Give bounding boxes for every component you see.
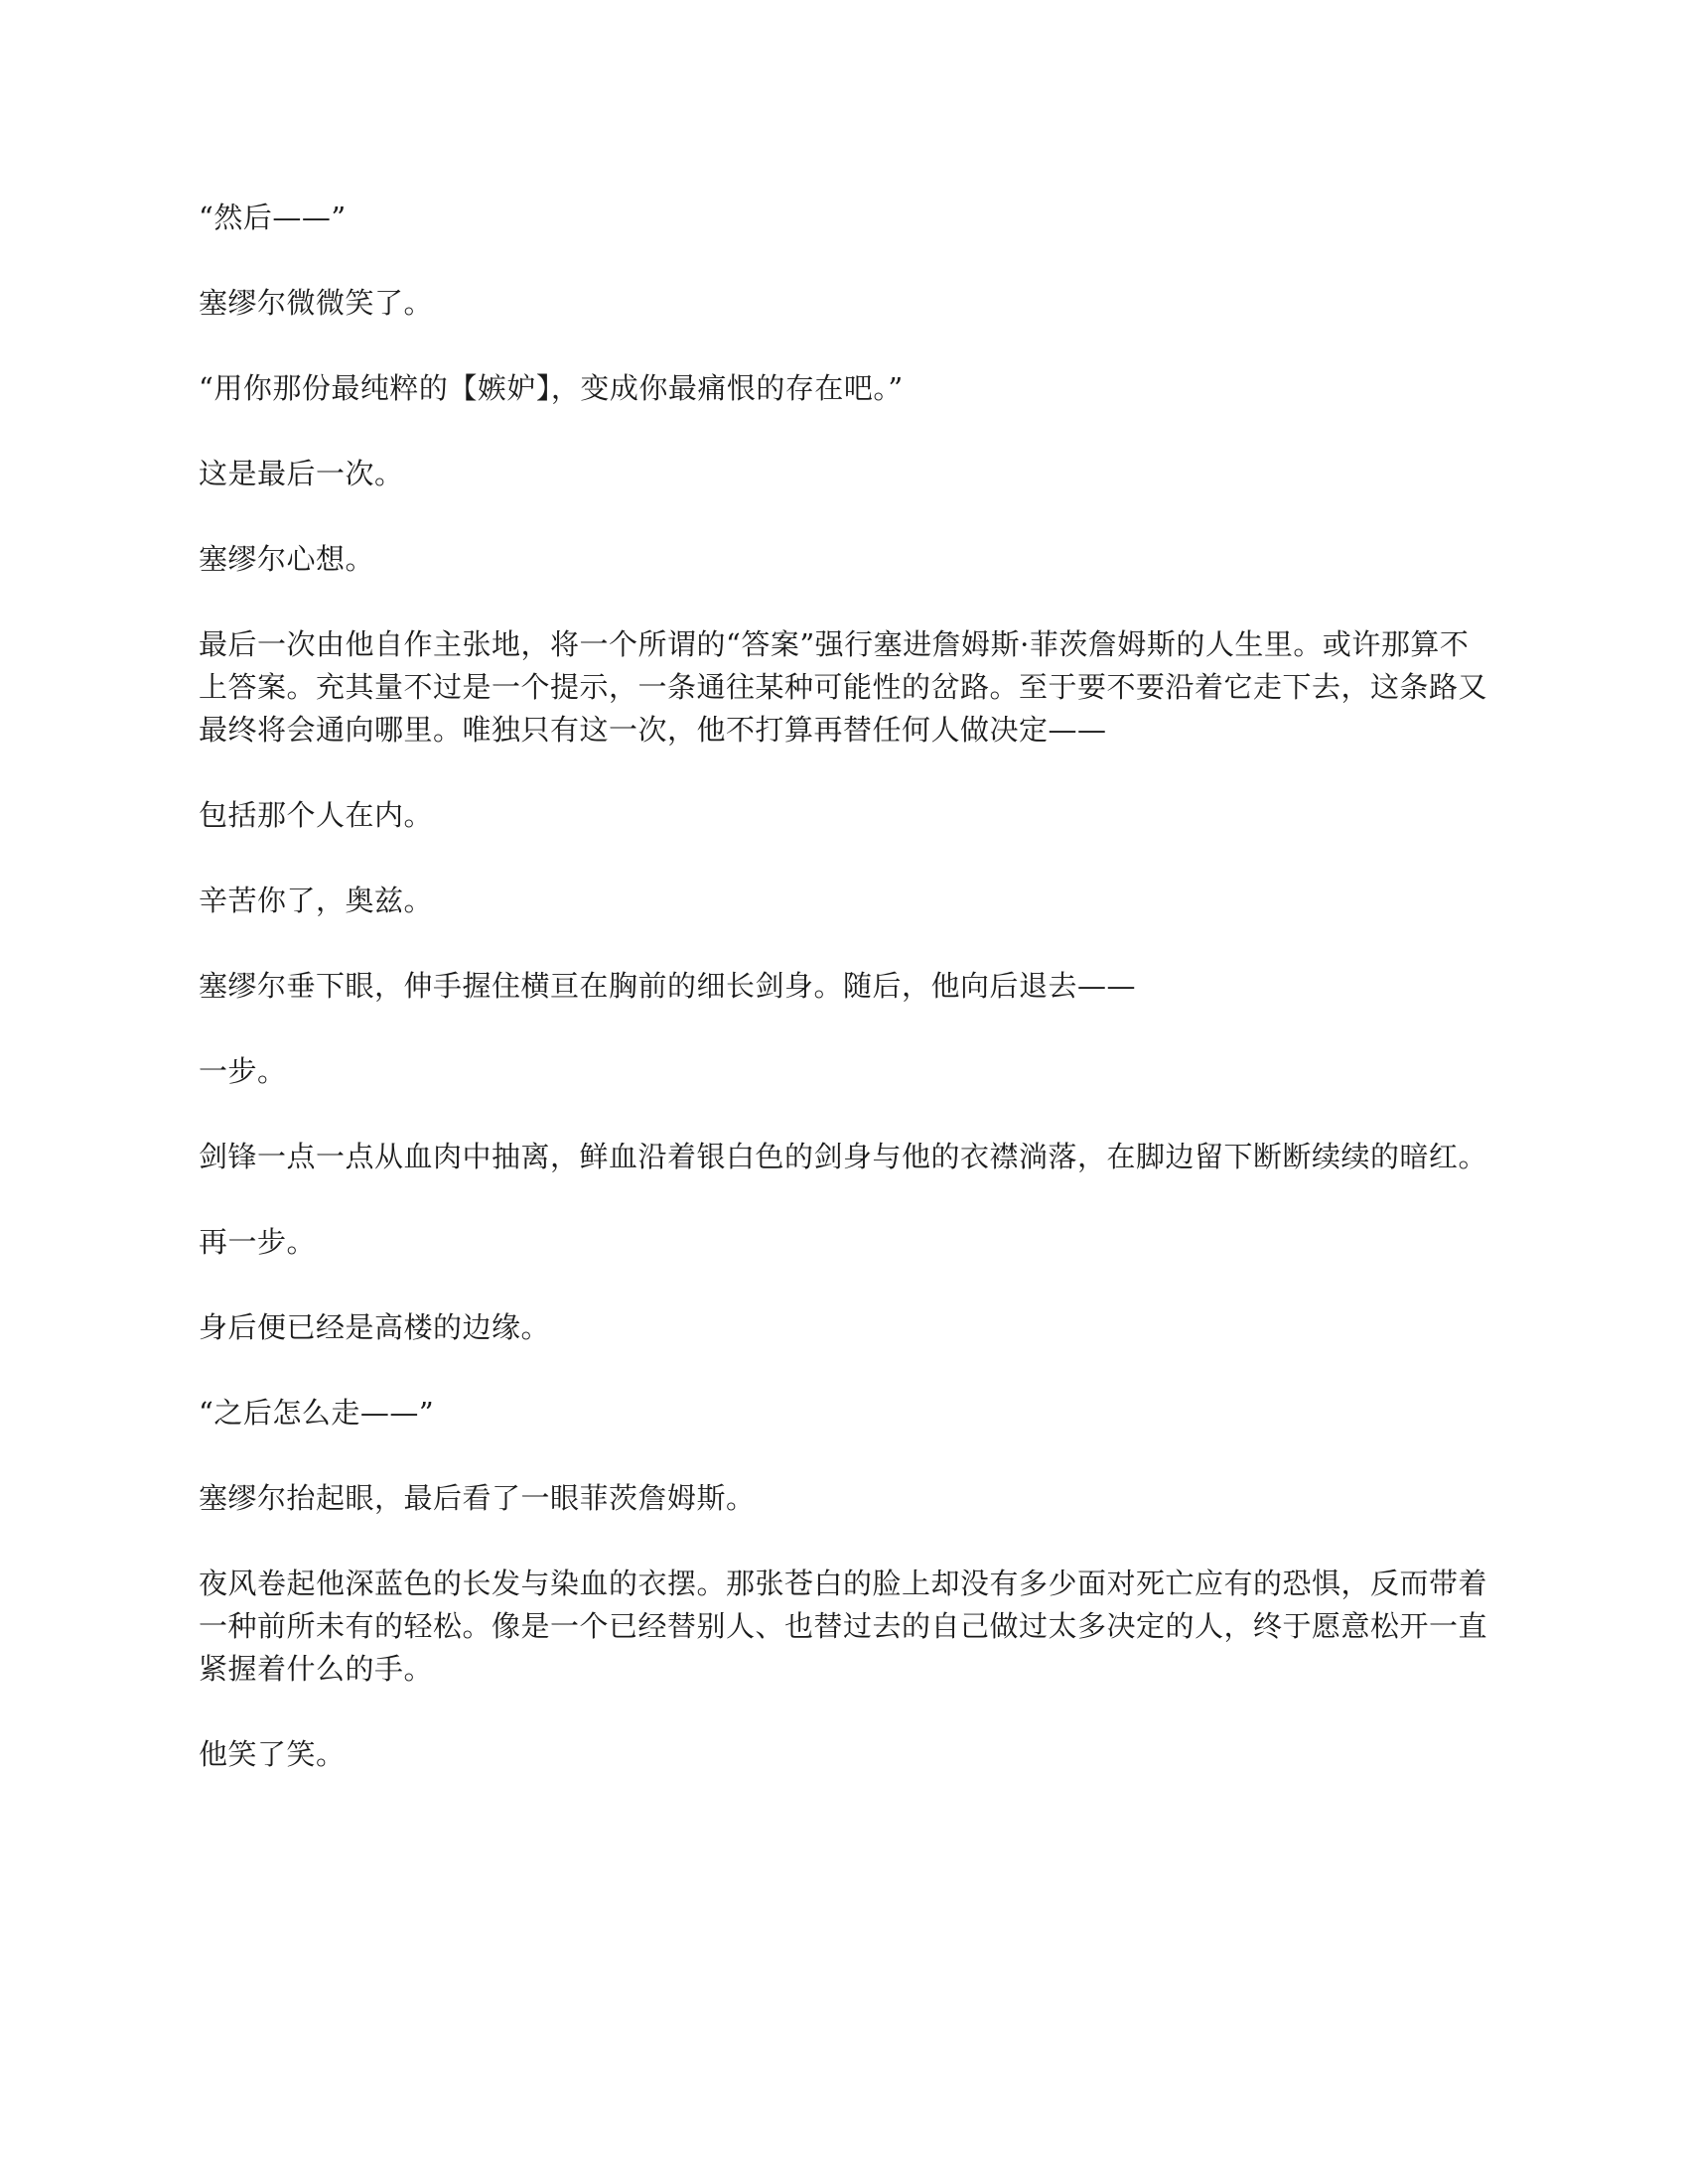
paragraph: 一步。 — [199, 1054, 287, 1088]
paragraph: 塞缪尔抬起眼，最后看了一眼菲茨詹姆斯。 — [199, 1481, 756, 1515]
paragraph: 塞缪尔垂下眼，伸手握住横亘在胸前的细长剑身。随后，他向后退去—— — [199, 969, 1137, 1003]
paragraph: 他笑了笑。 — [199, 1737, 346, 1771]
paragraph: “然后——” — [199, 201, 347, 234]
paragraph: “之后怎么走——” — [199, 1396, 435, 1430]
paragraph: 再一步。 — [199, 1225, 317, 1259]
paragraph: 剑锋一点一点从血肉中抽离，鲜血沿着银白色的剑身与他的衣襟淌落，在脚边留下断断续续的暗红。 — [199, 1140, 1488, 1173]
paragraph: 夜风卷起他深蓝色的长发与染血的衣摆。那张苍白的脸上却没有多少面对死亡应有的恐惧，反而带着一种前所未有的轻松。像是一个已经替别人、也替过去的自己做过太多决定的人，终于愿意松开一直紧握着什么的手。 — [199, 1567, 1488, 1686]
paragraph: 塞缪尔微微笑了。 — [199, 286, 434, 320]
document-body — [199, 197, 1489, 1819]
paragraph: 辛苦你了，奥兹。 — [199, 884, 434, 917]
paragraph: 这是最后一次。 — [199, 457, 404, 490]
paragraph: “用你那份最纯粹的【嫉妒】，变成你最痛恨的存在吧。” — [199, 371, 904, 405]
paragraph: 包括那个人在内。 — [199, 798, 434, 832]
paragraph: 身后便已经是高楼的边缘。 — [199, 1310, 551, 1344]
paragraph: 塞缪尔心想。 — [199, 542, 375, 576]
paragraph: 最后一次由他自作主张地，将一个所谓的“答案”强行塞进詹姆斯·菲茨詹姆斯的人生里。或许那算不上答案。充其量不过是一个提示，一条通往某种可能性的岔路。至于要不要沿着它走下去，这条路又最终将会通向哪里。唯独只有这一次，他不打算再替任何人做决定—— — [199, 627, 1488, 747]
